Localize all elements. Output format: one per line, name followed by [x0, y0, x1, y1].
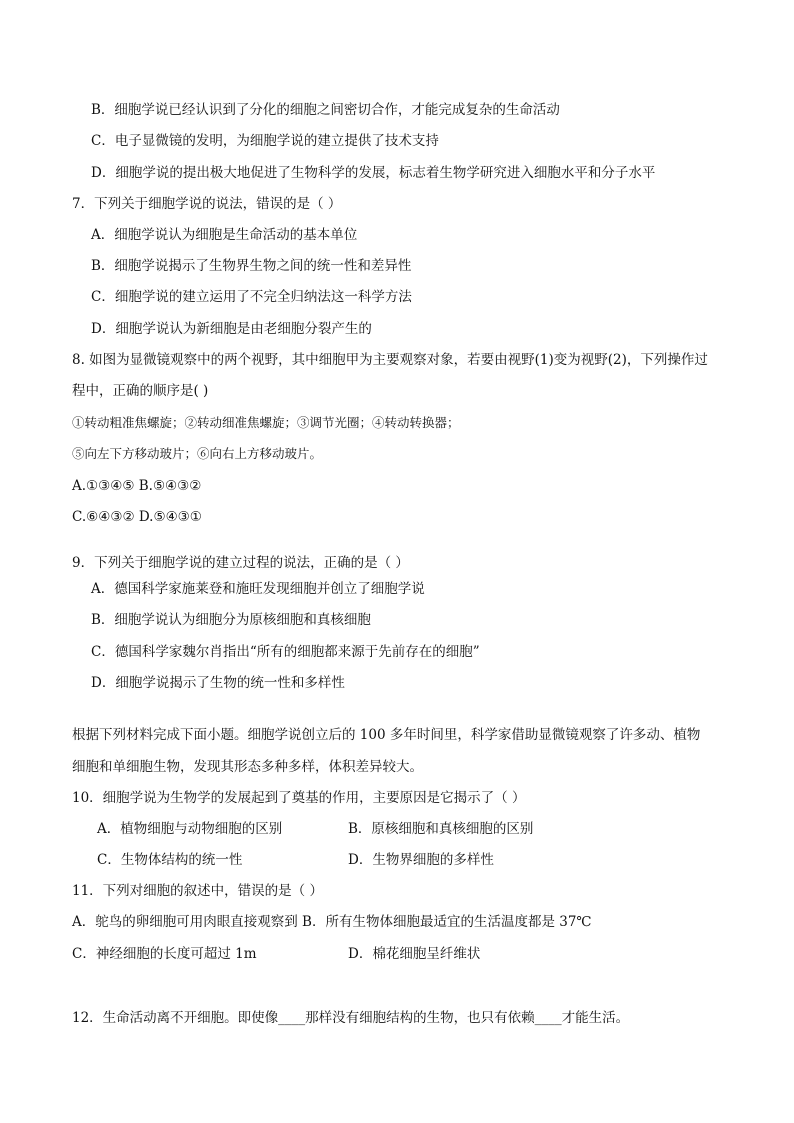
q7-option-c: C．细胞学说的建立运用了不完全归纳法这一科学方法: [91, 289, 412, 305]
q8-operations-line2: ⑤向左下方移动玻片；⑥向右上方移动玻片。: [72, 446, 323, 461]
q7-option-b: B．细胞学说揭示了生物界生物之间的统一性和差异性: [91, 258, 412, 274]
q11-stem: 11．下列对细胞的叙述中，错误的是（ ）: [72, 883, 323, 899]
q11-option-d: D．棉花细胞呈纤维状: [348, 946, 481, 962]
q10-option-a: A．植物细胞与动物细胞的区别: [97, 821, 283, 837]
q10-option-d: D．生物界细胞的多样性: [348, 852, 494, 868]
q9-option-c: C．德国科学家魏尔肖指出“所有的细胞都来源于先前存在的细胞”: [91, 644, 480, 660]
q9-option-d: D．细胞学说揭示了生物的统一性和多样性: [91, 675, 345, 691]
q8-choices-line2: C.⑥④③② D.⑤④③①: [72, 509, 202, 525]
q6-option-c: C．电子显微镜的发明，为细胞学说的建立提供了技术支持: [91, 133, 439, 149]
q8-stem-line2: 程中，正确的顺序是( ): [72, 383, 209, 399]
q11-options-ab: A．鸵鸟的卵细胞可用肉眼直接观察到 B．所有生物体细胞最适宜的生活温度都是 37℃: [72, 914, 592, 930]
q9-option-a: A．德国科学家施莱登和施旺发现细胞并创立了细胞学说: [91, 581, 425, 597]
material-line1: 根据下列材料完成下面小题。细胞学说创立后的 100 多年时间里，科学家借助显微镜观察了许多动、植物: [72, 727, 701, 743]
q11-option-c: C．神经细胞的长度可超过 1m: [72, 946, 257, 962]
q10-option-b: B．原核细胞和真核细胞的区别: [348, 821, 534, 837]
q9-option-b: B．细胞学说认为细胞分为原核细胞和真核细胞: [91, 612, 371, 628]
q10-option-c: C．生物体结构的统一性: [97, 852, 243, 868]
q9-stem: 9．下列关于细胞学说的建立过程的说法，正确的是（ ）: [72, 555, 409, 571]
q7-stem: 7．下列关于细胞学说的说法，错误的是（ ）: [72, 196, 342, 212]
q6-option-d: D．细胞学说的提出极大地促进了生物科学的发展，标志着生物学研究进入细胞水平和分子水平: [91, 165, 656, 181]
q7-option-a: A．细胞学说认为细胞是生命活动的基本单位: [91, 227, 358, 243]
q7-option-d: D．细胞学说认为新细胞是由老细胞分裂产生的: [91, 321, 372, 337]
q10-stem: 10．细胞学说为生物学的发展起到了奠基的作用，主要原因是它揭示了（ ）: [72, 790, 526, 806]
q12-stem: 12．生命活动离不开细胞。即使像____那样没有细胞结构的生物，也只有依赖____才能生活。: [72, 1010, 630, 1026]
q6-option-b: B．细胞学说已经认识到了分化的细胞之间密切合作，才能完成复杂的生命活动: [91, 102, 560, 118]
q8-choices-line1: A.①③④⑤ B.⑤④③②: [72, 478, 202, 494]
material-line2: 细胞和单细胞生物，发现其形态多种多样，体积差异较大。: [72, 759, 423, 775]
q8-stem-line1: 8. 如图为显微镜观察中的两个视野，其中细胞甲为主要观察对象，若要由视野(1)变为视野(2)，下列操作过: [72, 352, 708, 368]
q8-operations-line1: ①转动粗准焦螺旋；②转动细准焦螺旋；③调节光圈；④转动转换器；: [72, 415, 460, 430]
